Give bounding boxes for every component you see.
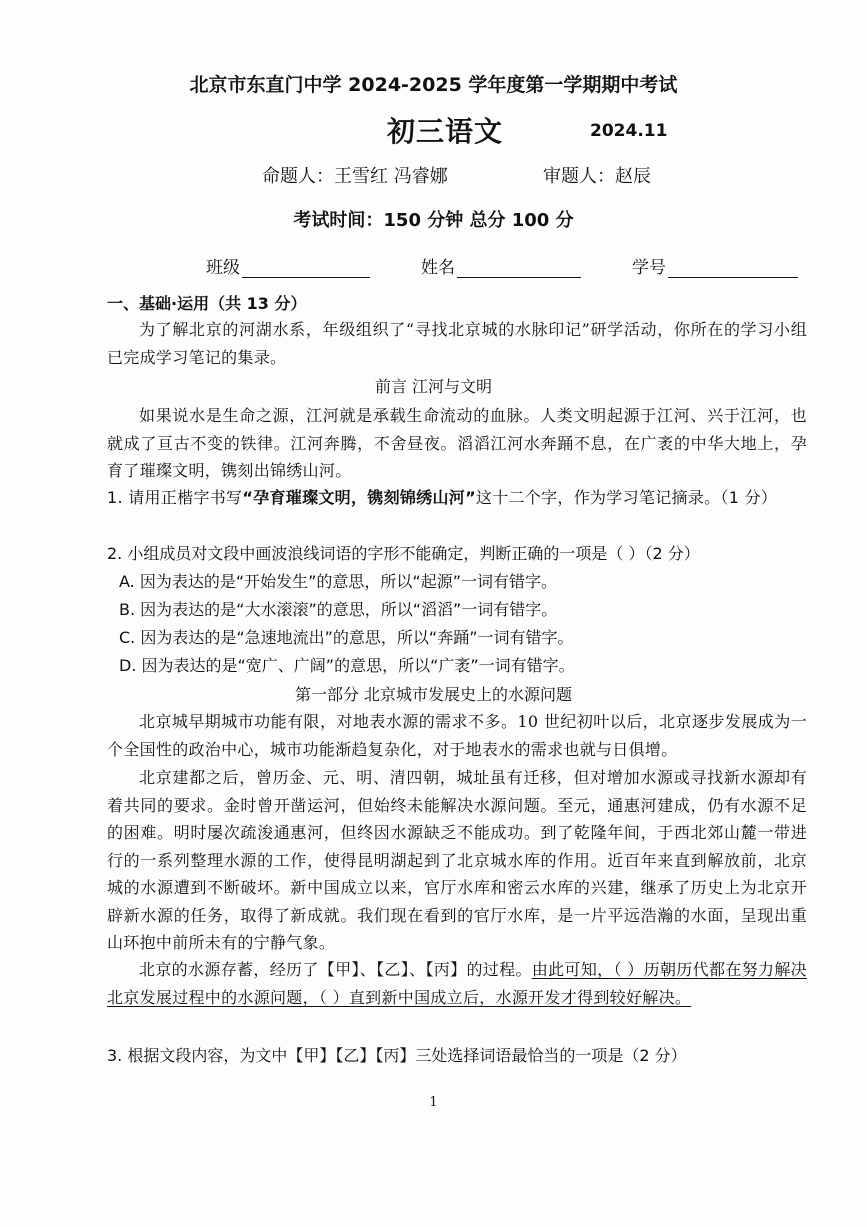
p3-lead: 北京的水源存蓄，经历了【甲】、【乙】、【丙】的过程。: [139, 960, 532, 979]
class-blank[interactable]: [242, 259, 370, 278]
part-1-paragraph-3: [107, 956, 807, 1011]
question-3-stem: 3. 根据文段内容，为文中【甲】【乙】【丙】三处选择词语最恰当的一项是（2 分）: [107, 1046, 687, 1065]
student-id-field[interactable]: [632, 253, 798, 278]
question-reviewer: 审题人：赵辰: [543, 166, 651, 187]
exam-school-title: 北京市东直门中学 2024-2025 学年度第一学期期中考试: [189, 74, 678, 96]
part-1-title: 第一部分 北京城市发展史上的水源问题: [294, 685, 573, 704]
name-field[interactable]: [421, 253, 581, 278]
q2-option-a[interactable]: A. 因为表达的是“开始发生”的意思，所以“起源”一词有错字。: [119, 572, 557, 591]
q1-quote: “孕育璀璨文明，镌刻锦绣山河”: [242, 488, 476, 507]
class-label: 班级: [206, 258, 240, 278]
student-id-label: 学号: [632, 258, 666, 278]
question-2-stem: 2. 小组成员对文段中画波浪线词语的字形不能确定，判断正确的一项是（ ）（2 分）: [107, 544, 700, 563]
part-1-paragraph-2: 北京建都之后，曾历金、元、明、清四朝，城址虽有迁移，但对增加水源或寻找新水源却有着共同的要求。金时曾开凿运河，但始终未能解决水源问题。至元，通惠河建成，仍有水源不足的困难。明时屡次疏浚通惠河，但终因水源缺乏不能成功。到了乾隆年间，于西北郊山麓一带进行的一系列整理水源的工作，使得昆明湖起到了北京城水库的作用。近百年来直到解放前，北京城的水源遭到不断破坏。新中国成立以来，官厅水库和密云水库的兴建，继承了历史上为北京开辟新水源的任务，取得了新成就。我们现在看到的官厅水库，是一片平远浩瀚的水面，呈现出重山环抱中前所未有的宁静气象。: [107, 768, 807, 952]
subject-title: 初三语文: [387, 115, 504, 148]
question-setter: 命题人：王雪红 冯睿娜: [262, 166, 448, 187]
page-number: 1: [429, 1095, 438, 1110]
name-blank[interactable]: [457, 259, 581, 278]
class-field[interactable]: [206, 253, 370, 278]
exam-date: 2024.11: [590, 121, 668, 141]
part-1-paragraph-1: 北京城早期城市功能有限，对地表水源的需求不多。10 世纪初叶以后，北京逐步发展成为一个全国性的政治中心，城市功能渐趋复杂化，对于地表水的需求也就与日俱增。: [107, 712, 807, 759]
q2-option-b[interactable]: B. 因为表达的是“大水滚滚”的意思，所以“滔滔”一词有错字。: [119, 600, 558, 619]
preface-title: 前言 江河与文明: [374, 377, 493, 396]
question-1: [107, 484, 807, 512]
preface-text: 如果说水是生命之源，江河就是承载生命流动的血脉。人类文明起源于江河、兴于江河，也就成了亘古不变的铁律。江河奔腾，不舍昼夜。滔滔江河水奔踊不息，在广袤的中华大地上，孕育了璀璨文明，镌刻出锦绣山河。: [107, 406, 807, 480]
q2-option-c[interactable]: C. 因为表达的是“急速地流出”的意思，所以“奔踊”一词有错字。: [119, 628, 574, 647]
q1-suffix: 这十二个字，作为学习笔记摘录。（1 分）: [475, 488, 778, 507]
q2-option-d[interactable]: D. 因为表达的是“宽广、广阔”的意思，所以“广袤”一词有错字。: [119, 656, 575, 675]
student-id-blank[interactable]: [668, 259, 798, 278]
section-title: 一、基础·运用（共 13 分）: [107, 294, 307, 313]
exam-time-score: 考试时间：150 分钟 总分 100 分: [293, 210, 574, 231]
name-label: 姓名: [421, 258, 455, 278]
section-intro: 为了解北京的河湖水系，年级组织了“寻找北京城的水脉印记”研学活动，你所在的学习小组已完成学习笔记的集录。: [107, 320, 807, 367]
q1-prefix: 1. 请用正楷字书写: [107, 488, 243, 507]
p3-underlined-sentence: 由此可知，（ ）历朝历代都在努力解决北京发展过程中的水源问题，（ ）直到新中国成立后，水源开发才得到较好解决。: [107, 960, 807, 1007]
